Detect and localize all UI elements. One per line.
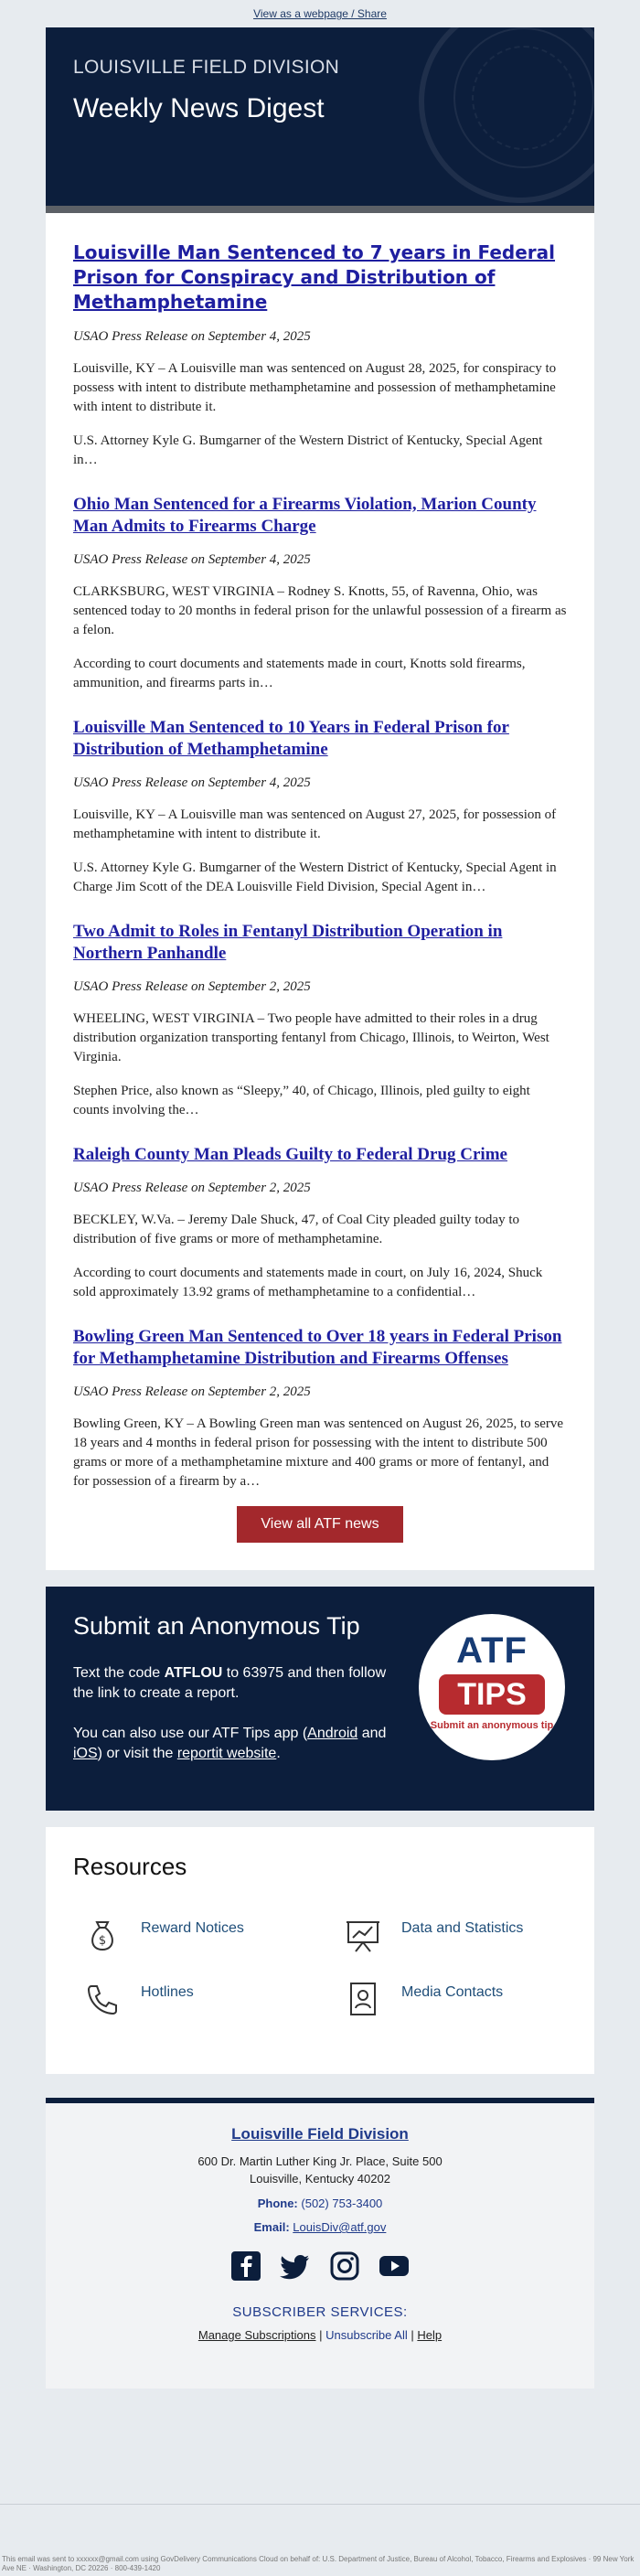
article-meta: USAO Press Release on September 2, 2025 (73, 1181, 311, 1195)
presentation-chart-icon (343, 1915, 383, 1955)
tip-text-code (73, 1663, 402, 1704)
money-bag-icon (82, 1915, 123, 1955)
news-section (46, 213, 594, 1570)
news-button-row (73, 1506, 567, 1543)
twitter-icon[interactable] (279, 2250, 312, 2282)
youtube-icon[interactable] (378, 2250, 411, 2282)
tip-text: You can also use our ATF Tips app ( (73, 1726, 308, 1741)
article (73, 921, 567, 1120)
contact-card-icon (343, 1979, 383, 2019)
manage-subscriptions-link[interactable]: Manage Subscriptions (197, 2328, 316, 2342)
resource-media-contacts[interactable] (343, 1979, 503, 2019)
article-meta: USAO Press Release on September 4, 2025 (73, 775, 311, 790)
article-summary: WHEELING, WEST VIRGINIA – Two people have admitted to their roles in a drug distribution organization transporting fentanyl from Chicago, Illinois, to Weirton, West Virginia. (73, 1011, 549, 1064)
subscriber-services-heading: SUBSCRIBER SERVICES: (232, 2304, 408, 2320)
article-meta: USAO Press Release on September 2, 2025 (73, 1384, 311, 1399)
address-line: 600 Dr. Martin Luther King Jr. Place, Suite 500 (197, 2154, 443, 2168)
phone-number[interactable]: (502) 753-3400 (301, 2197, 383, 2210)
article-summary: Bowling Green, KY – A Bowling Green man was sentenced on August 26, 2025, to serve 18 years and 4 months in federal prison for possessing with the intent to distribute 500 grams or more of a methamphetamine mixture and 400 grams or more of fentanyl, and for possession of a firearm by a… (73, 1416, 564, 1489)
phone-icon (82, 1979, 123, 2019)
article (73, 717, 567, 897)
hero-banner (46, 27, 594, 206)
address-line: Louisville, Kentucky 40202 (250, 2172, 390, 2186)
tip-title: Submit an Anonymous Tip (73, 1612, 360, 1640)
resources-title: Resources (73, 1853, 187, 1880)
digest-title: Weekly News Digest (73, 93, 325, 123)
resource-label: Data and Statistics (401, 1920, 524, 1936)
legal-footer: This email was sent to xxxxxx@gmail.com using GovDelivery Communications Cloud on behalf of: U.S. Department of Justice, Bureau of Alcohol, Tobacco, Firearms and Explosives · 99 New York Ave NE · Washington, DC 20226 · 800-439-1420 (2, 2555, 635, 2572)
tip-text: to 63975 and then follow the link to create a report. (73, 1665, 387, 1701)
view-all-news-button[interactable]: View all ATF news (237, 1506, 402, 1543)
tip-section (46, 1587, 594, 1811)
article (73, 240, 567, 470)
article-title (73, 494, 567, 538)
resources-section (46, 1827, 594, 2074)
resource-label: Hotlines (141, 1984, 194, 2000)
article-link[interactable]: Louisville Man Sentenced to 7 years in Federal Prison for Conspiracy and Distribution of Methamphetamine (73, 241, 556, 313)
article (73, 1326, 567, 1491)
topbar (0, 0, 640, 27)
badge-subtitle: Submit an anonymous tip (430, 1720, 554, 1731)
article-title (73, 1144, 567, 1166)
article (73, 1144, 567, 1302)
article-link[interactable]: Ohio Man Sentenced for a Firearms Violation, Marion County Man Admits to Firearms Charge (73, 495, 537, 536)
article-summary-continued: U.S. Attorney Kyle G. Bumgarner of the Western District of Kentucky, Special Agent in… (73, 433, 543, 467)
link-separator: | (319, 2328, 323, 2342)
article-title (73, 240, 567, 315)
article-meta: USAO Press Release on September 4, 2025 (73, 552, 311, 567)
phone-label: Phone: (257, 2197, 298, 2210)
article-title (73, 717, 567, 761)
reportit-link[interactable]: reportit website (176, 1746, 277, 1761)
article-title (73, 1326, 567, 1370)
instagram-icon[interactable] (328, 2250, 361, 2282)
article-link[interactable]: Louisville Man Sentenced to 10 Years in Federal Prison for Distribution of Methamphetamine (73, 718, 509, 759)
atf-tips-logo-icon[interactable] (419, 1614, 565, 1760)
article-summary: Louisville, KY – A Louisville man was sentenced on August 28, 2025, for conspiracy to possess with intent to distribute methamphetamine and possession of methamphetamine with intent to distribute it. (73, 361, 557, 414)
resource-hotlines[interactable] (82, 1979, 194, 2019)
resource-reward-notices[interactable] (82, 1915, 244, 1955)
seal-inner-ring (472, 46, 576, 150)
article-summary-continued: U.S. Attorney Kyle G. Bumgarner of the Western District of Kentucky, Special Agent in Charge Jim Scott of the DEA Louisville Field Division, Special Agent in… (73, 860, 557, 894)
article-meta: USAO Press Release on September 4, 2025 (73, 329, 311, 344)
email-label: Email: (253, 2220, 290, 2234)
article-summary: Louisville, KY – A Louisville man was sentenced on August 27, 2025, for possession of methamphetamine with intent to distribute it. (73, 807, 557, 841)
division-name: LOUISVILLE FIELD DIVISION (73, 57, 340, 78)
resource-data-statistics[interactable] (343, 1915, 523, 1955)
tip-text: and (357, 1726, 387, 1741)
tip-code: ATFLOU (164, 1665, 223, 1681)
footer-address (46, 2153, 594, 2187)
article-link[interactable]: Bowling Green Man Sentenced to Over 18 years in Federal Prison for Methamphetamine Distribution and Firearms Offenses (73, 1327, 562, 1368)
svg-text:$: $ (98, 1934, 107, 1948)
field-division-link[interactable]: Louisville Field Division (231, 2125, 409, 2143)
article-meta: USAO Press Release on September 2, 2025 (73, 979, 311, 994)
footer (46, 2103, 594, 2389)
social-links (46, 2250, 594, 2282)
resource-label: Media Contacts (401, 1984, 504, 2000)
badge-atf: ATF (456, 1630, 528, 1671)
footer-email (46, 2220, 594, 2234)
ios-link[interactable]: iOS (73, 1746, 98, 1761)
article-title (73, 921, 567, 965)
facebook-icon[interactable] (229, 2250, 262, 2282)
article-summary-continued: According to court documents and statements made in court, Knotts sold firearms, ammunition, and firearms parts in… (73, 657, 526, 690)
unsubscribe-all-link[interactable]: Unsubscribe All (325, 2328, 408, 2342)
subscription-links (46, 2328, 594, 2342)
view-as-webpage-link[interactable]: View as a webpage / Share (253, 7, 387, 20)
tip-text-app (73, 1724, 411, 1764)
footer-phone (46, 2197, 594, 2210)
resource-label: Reward Notices (141, 1920, 244, 1936)
email-link[interactable]: LouisDiv@atf.gov (293, 2220, 387, 2234)
legal-divider (0, 2504, 640, 2505)
android-link[interactable]: Android (307, 1726, 358, 1741)
tip-text: ) or visit the (97, 1746, 177, 1761)
article (73, 494, 567, 693)
tip-text: . (276, 1746, 281, 1761)
article-link[interactable]: Two Admit to Roles in Fentanyl Distribution Operation in Northern Panhandle (73, 922, 503, 963)
article-summary: CLARKSBURG, WEST VIRGINIA – Rodney S. Knotts, 55, of Ravenna, Ohio, was sentenced today to 20 months in federal prison for the unlawful possession of a firearm as a felon. (73, 584, 567, 637)
badge-tips: TIPS (439, 1674, 545, 1715)
article-summary-continued: According to court documents and statements made in court, on July 16, 2024, Shuck sold approximately 13.92 grams of methamphetamine to a confidential… (73, 1266, 543, 1299)
article-link[interactable]: Raleigh County Man Pleads Guilty to Federal Drug Crime (73, 1145, 507, 1164)
article-summary: BECKLEY, W.Va. – Jeremy Dale Shuck, 47, of Coal City pleaded guilty today to distribution of five grams or more of methamphetamine. (73, 1213, 519, 1246)
help-link[interactable]: Help (417, 2328, 443, 2342)
hero-divider (46, 206, 594, 213)
link-separator: | (411, 2328, 414, 2342)
tip-text: Text the code (73, 1665, 165, 1681)
article-summary-continued: Stephen Price, also known as “Sleepy,” 40, of Chicago, Illinois, pled guilty to eight counts involving the… (73, 1084, 530, 1117)
